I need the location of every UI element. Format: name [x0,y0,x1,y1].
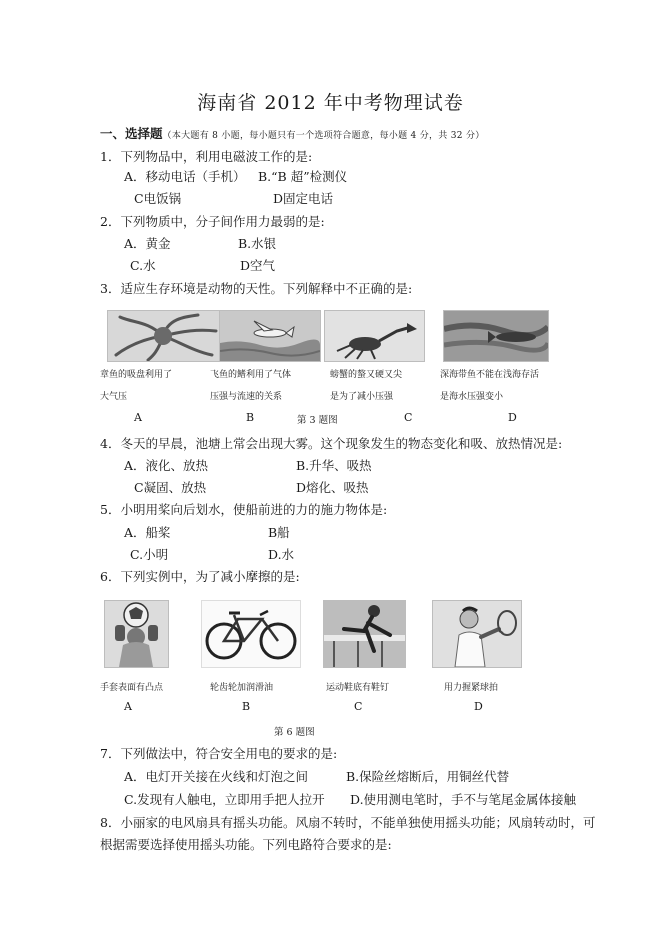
q1-option-a: A．移动电话（手机） [124,169,246,184]
q7-option-b: B.保险丝熔断后，用铜丝代替 [346,769,510,784]
q3-figure-label: 第 3 题图 [297,415,338,426]
q3-caption-b-line2: 压强与流速的关系 [210,392,283,402]
q6-caption-c: 运动鞋底有鞋钉 [326,683,390,693]
q3-caption-d-line1: 深海带鱼不能在浅海存活 [440,370,540,380]
section-heading [100,124,485,142]
q6-stem: 6．下列实例中，为了减小摩擦的是: [100,569,300,584]
q4-option-b: B.升华、吸热 [296,458,372,473]
q5-stem: 5．小明用桨向后划水，使船前进的力的施力物体是: [100,502,388,517]
q7-option-d: D.使用测电笔时，手不与笔尾金属体接触 [350,792,577,807]
flying-fish-image [219,310,321,362]
q2-stem: 2．下列物质中，分子间作用力最弱的是: [100,214,325,229]
q6-caption-d: 用力握紧球拍 [444,683,499,693]
q3-caption-b-line1: 飞鱼的鳍利用了气体 [210,370,292,380]
q7-option-a: A．电灯开关接在火线和灯泡之间 [124,769,309,784]
q5-option-c: C.小明 [130,547,169,562]
q2-option-c: C.水 [130,258,156,273]
q6-letter-b: B [242,700,251,713]
q5-option-d: D.水 [268,547,295,562]
q3-stem: 3．适应生存环境是动物的天性。下列解释中不正确的是: [100,281,413,296]
q3-letter-b: B [246,411,255,424]
tennis-player-image [432,600,522,668]
q6-caption-a: 手套表面有凸点 [100,683,164,693]
q3-caption-c-line2: 是为了减小压强 [330,392,394,402]
crab-image [324,310,425,362]
octopus-image [107,310,220,362]
q4-option-d: D熔化、吸热 [296,480,369,495]
q1-option-b: B.“B 超”检测仪 [258,169,348,184]
q3-letter-d: D [508,411,517,424]
q5-option-b: B船 [268,525,290,540]
q3-caption-a-line1: 章鱼的吸盘利用了 [100,370,173,380]
section-note: （本大题有 8 小题，每小题只有一个选项符合题意，每小题 4 分，共 32 分） [162,131,485,141]
q3-caption-c-line1: 螃蟹的螯又硬又尖 [330,370,403,380]
section-title: 一、选择题 [100,126,163,141]
q8-line2: 根据需要选择使用摇头功能。下列电路符合要求的是: [100,837,392,852]
q7-stem: 7．下列做法中，符合安全用电的要求的是: [100,746,338,761]
q4-stem: 4．冬天的早晨，池塘上常会出现大雾。这个现象发生的物态变化和吸、放热情况是: [100,436,563,451]
q8-line1: 8．小丽家的电风扇具有摇头功能。风扇不转时，不能单独使用摇头功能；风扇转动时，可 [100,815,596,830]
q1-option-c: C电饭锅 [134,191,182,206]
q3-letter-c: C [404,411,413,424]
q2-option-a: A．黄金 [124,236,171,251]
q1-stem: 1．下列物品中，利用电磁波工作的是: [100,149,313,164]
q6-caption-b: 轮齿轮加润滑油 [210,683,274,693]
q3-letter-a: A [134,411,142,424]
bicycle-image [201,600,301,668]
q5-option-a: A．船桨 [124,525,171,540]
q6-letter-c: C [354,700,363,713]
goalkeeper-image [104,600,169,668]
deep-sea-fish-image [443,310,549,362]
q7-option-c: C.发现有人触电，立即用手把人拉开 [124,792,325,807]
q4-option-a: A．液化、放热 [124,458,209,473]
q4-option-c: C凝固、放热 [134,480,207,495]
q2-option-b: B.水银 [238,236,277,251]
hurdler-image [323,600,406,668]
q3-caption-a-line2: 大气压 [100,392,128,402]
q6-letter-d: D [474,700,483,713]
q6-figure-label: 第 6 题图 [274,727,315,738]
q6-letter-a: A [124,700,132,713]
exam-title: 海南省 2012 年中考物理试卷 [197,92,464,114]
q2-option-d: D空气 [240,258,276,273]
q3-caption-d-line2: 是海水压强变小 [440,392,504,402]
q1-option-d: D固定电话 [273,191,334,206]
